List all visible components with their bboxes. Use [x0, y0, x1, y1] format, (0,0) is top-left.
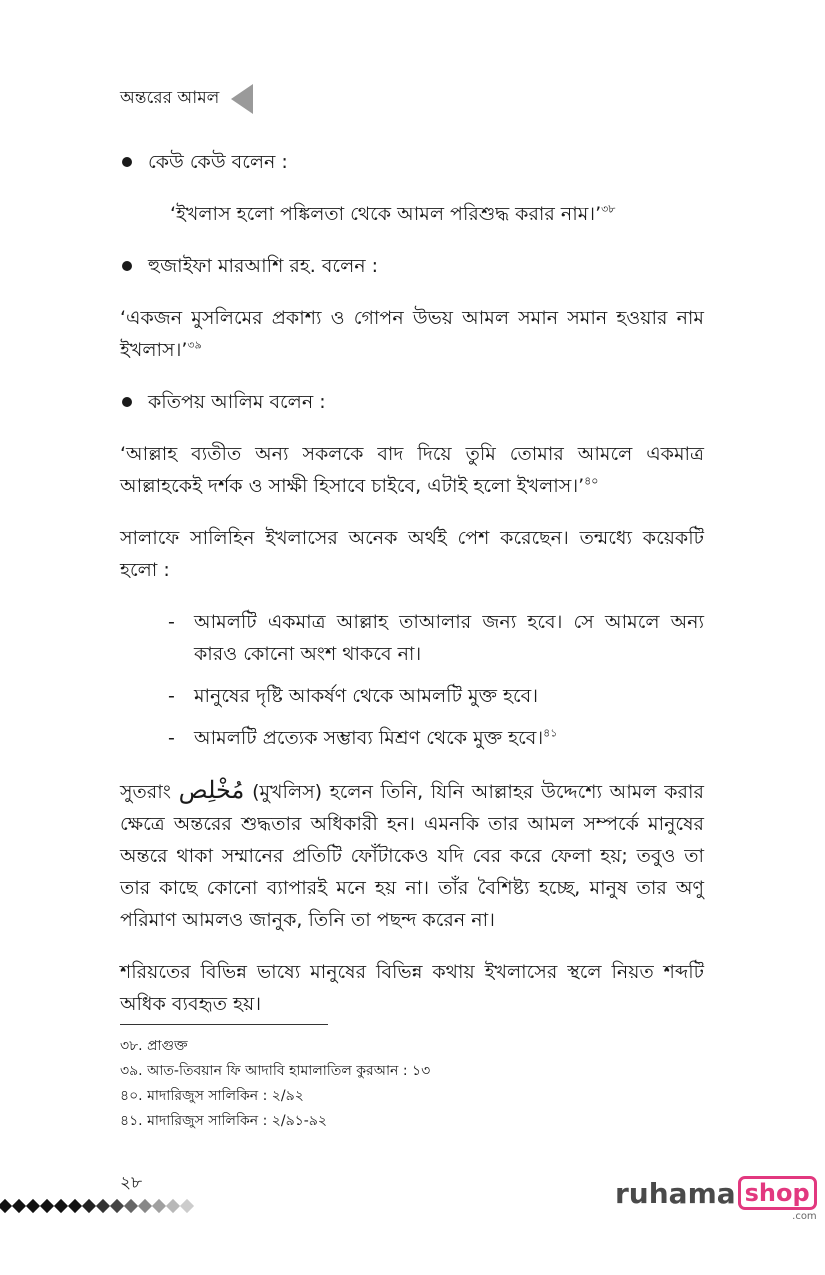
diamond-icon — [124, 1199, 138, 1213]
triangle-left-icon — [231, 84, 253, 114]
quote — [120, 198, 704, 230]
logo-domain: .com — [792, 1211, 817, 1222]
bullet-icon — [122, 261, 132, 271]
list-item — [168, 680, 704, 712]
bullet-label: কতিপয় আলিম বলেন : — [148, 391, 326, 413]
quote-text: ‘ইখলাস হলো পঙ্কিলতা থেকে আমল পরিশুদ্ধ করার নাম।’ — [170, 203, 602, 225]
logo-badge — [738, 1176, 817, 1222]
footnote: ৪১. মাদারিজুস সালিকিন : ২/৯১-৯২ — [120, 1113, 327, 1129]
quote — [120, 302, 704, 366]
footnote: ৪০. মাদারিজুস সালিকিন : ২/৯২ — [120, 1088, 304, 1104]
footnote-divider — [120, 1024, 328, 1025]
diamond-icon — [26, 1199, 40, 1213]
dash-icon: - — [168, 611, 175, 633]
paragraph: সালাফে সালিহিন ইখলাসের অনেক অর্থই পেশ করেছেন। তন্মধ্যে কয়েকটি হলো : — [120, 527, 704, 581]
diamond-icon — [82, 1199, 96, 1213]
quote-text: ‘একজন মুসলিমের প্রকাশ্য ও গোপন উভয় আমল সমান সমান হওয়ার নাম ইখলাস।’ — [120, 307, 704, 361]
diamond-icon — [180, 1199, 194, 1213]
diamond-icon — [54, 1199, 68, 1213]
dash-icon: - — [168, 685, 175, 707]
diamond-icon — [138, 1199, 152, 1213]
diamond-icon — [110, 1199, 124, 1213]
running-header — [120, 84, 253, 114]
ruhamashop-logo — [615, 1176, 817, 1222]
list-item — [168, 722, 704, 754]
list-item — [168, 606, 704, 670]
dash-list — [120, 606, 704, 754]
logo-shop-text: shop — [738, 1176, 817, 1210]
diamond-icon — [12, 1199, 26, 1213]
paragraph — [120, 774, 704, 936]
paragraph: শরিয়তের বিভিন্ন ভাষ্যে মানুষের বিভিন্ন কথায় ইখলাসের স্থলে নিয়ত শব্দটি অধিক ব্যবহৃত হয়। — [120, 961, 704, 1015]
bullet-label: কেউ কেউ বলেন : — [148, 151, 288, 173]
footnote: ৩৮. প্রাগুক্ত — [120, 1038, 188, 1054]
dash-icon: - — [168, 727, 175, 749]
paragraph-rest: (মুখলিস) হলেন তিনি, যিনি আল্লাহর উদ্দেশ্যে আমল করার ক্ষেত্রে অন্তরের শুদ্ধতার অধিকারী হন। এমনকি তার আমল সম্পর্কে মানুষের অন্তরে থাকা সম্মানের প্রতিটি ফোঁটাকেও যদি বের করে ফেলা হয়; তবুও তা তার কাছে কোনো ব্যাপারই মনে হয় না। তাঁর বৈশিষ্ট্য হচ্ছে, মানুষ তার অণু পরিমাণ আমলও জানুক, তিনি তা পছন্দ করেন না। — [120, 781, 704, 931]
footnote: ৩৯. আত-তিবয়ান ফি আদাবি হামালাতিল কুরআন : ১৩ — [120, 1063, 431, 1079]
logo-text: ruhama — [615, 1177, 736, 1210]
bullet-icon — [122, 397, 132, 407]
diamond-icon — [40, 1199, 54, 1213]
main-text — [120, 146, 704, 1040]
footnotes — [120, 1034, 430, 1134]
diamond-icon — [0, 1199, 12, 1213]
list-item-text: মানুষের দৃষ্টি আকর্ষণ থেকে আমলটি মুক্ত হবে। — [194, 685, 539, 707]
bullet-label: হুজাইফা মারআশি রহ. বলেন : — [148, 255, 379, 277]
list-item-text — [194, 722, 704, 754]
footnote-ref: ৩৯ — [187, 338, 202, 352]
list-item-text: আমলটি একমাত্র আল্লাহ তাআলার জন্য হবে। সে আমলে অন্য কারও কোনো অংশ থাকবে না। — [194, 611, 704, 665]
footnote-ref: ৪০ — [584, 474, 599, 488]
bullet-item — [120, 386, 704, 418]
page-number: ২৮ — [120, 1173, 143, 1193]
diamond-icon — [68, 1199, 82, 1213]
quote — [120, 438, 704, 502]
bullet-icon — [122, 157, 132, 167]
diamond-icon — [96, 1199, 110, 1213]
bullet-item — [120, 250, 704, 282]
arabic-word: مُخْلِص — [178, 776, 245, 804]
footnote-ref: ৩৮ — [601, 202, 616, 216]
bullet-item — [120, 146, 704, 178]
paragraph-start: সুতরাং — [120, 781, 171, 803]
diamond-icon — [152, 1199, 166, 1213]
list-item-text-body: আমলটি প্রত্যেক সম্ভাব্য মিশ্রণ থেকে মুক্ত হবে। — [194, 727, 544, 749]
footnote-ref: ৪১ — [543, 726, 558, 740]
diamond-icon — [166, 1199, 180, 1213]
quote-text: ‘আল্লাহ ব্যতীত অন্য সকলকে বাদ দিয়ে তুমি তোমার আমলে একমাত্র আল্লাহকেই দর্শক ও সাক্ষী হিসাবে চাইবে, এটাই হলো ইখলাস।’ — [120, 443, 704, 497]
decorative-diamond-row — [0, 1201, 196, 1211]
header-title: অন্তরের আমল — [120, 88, 220, 108]
